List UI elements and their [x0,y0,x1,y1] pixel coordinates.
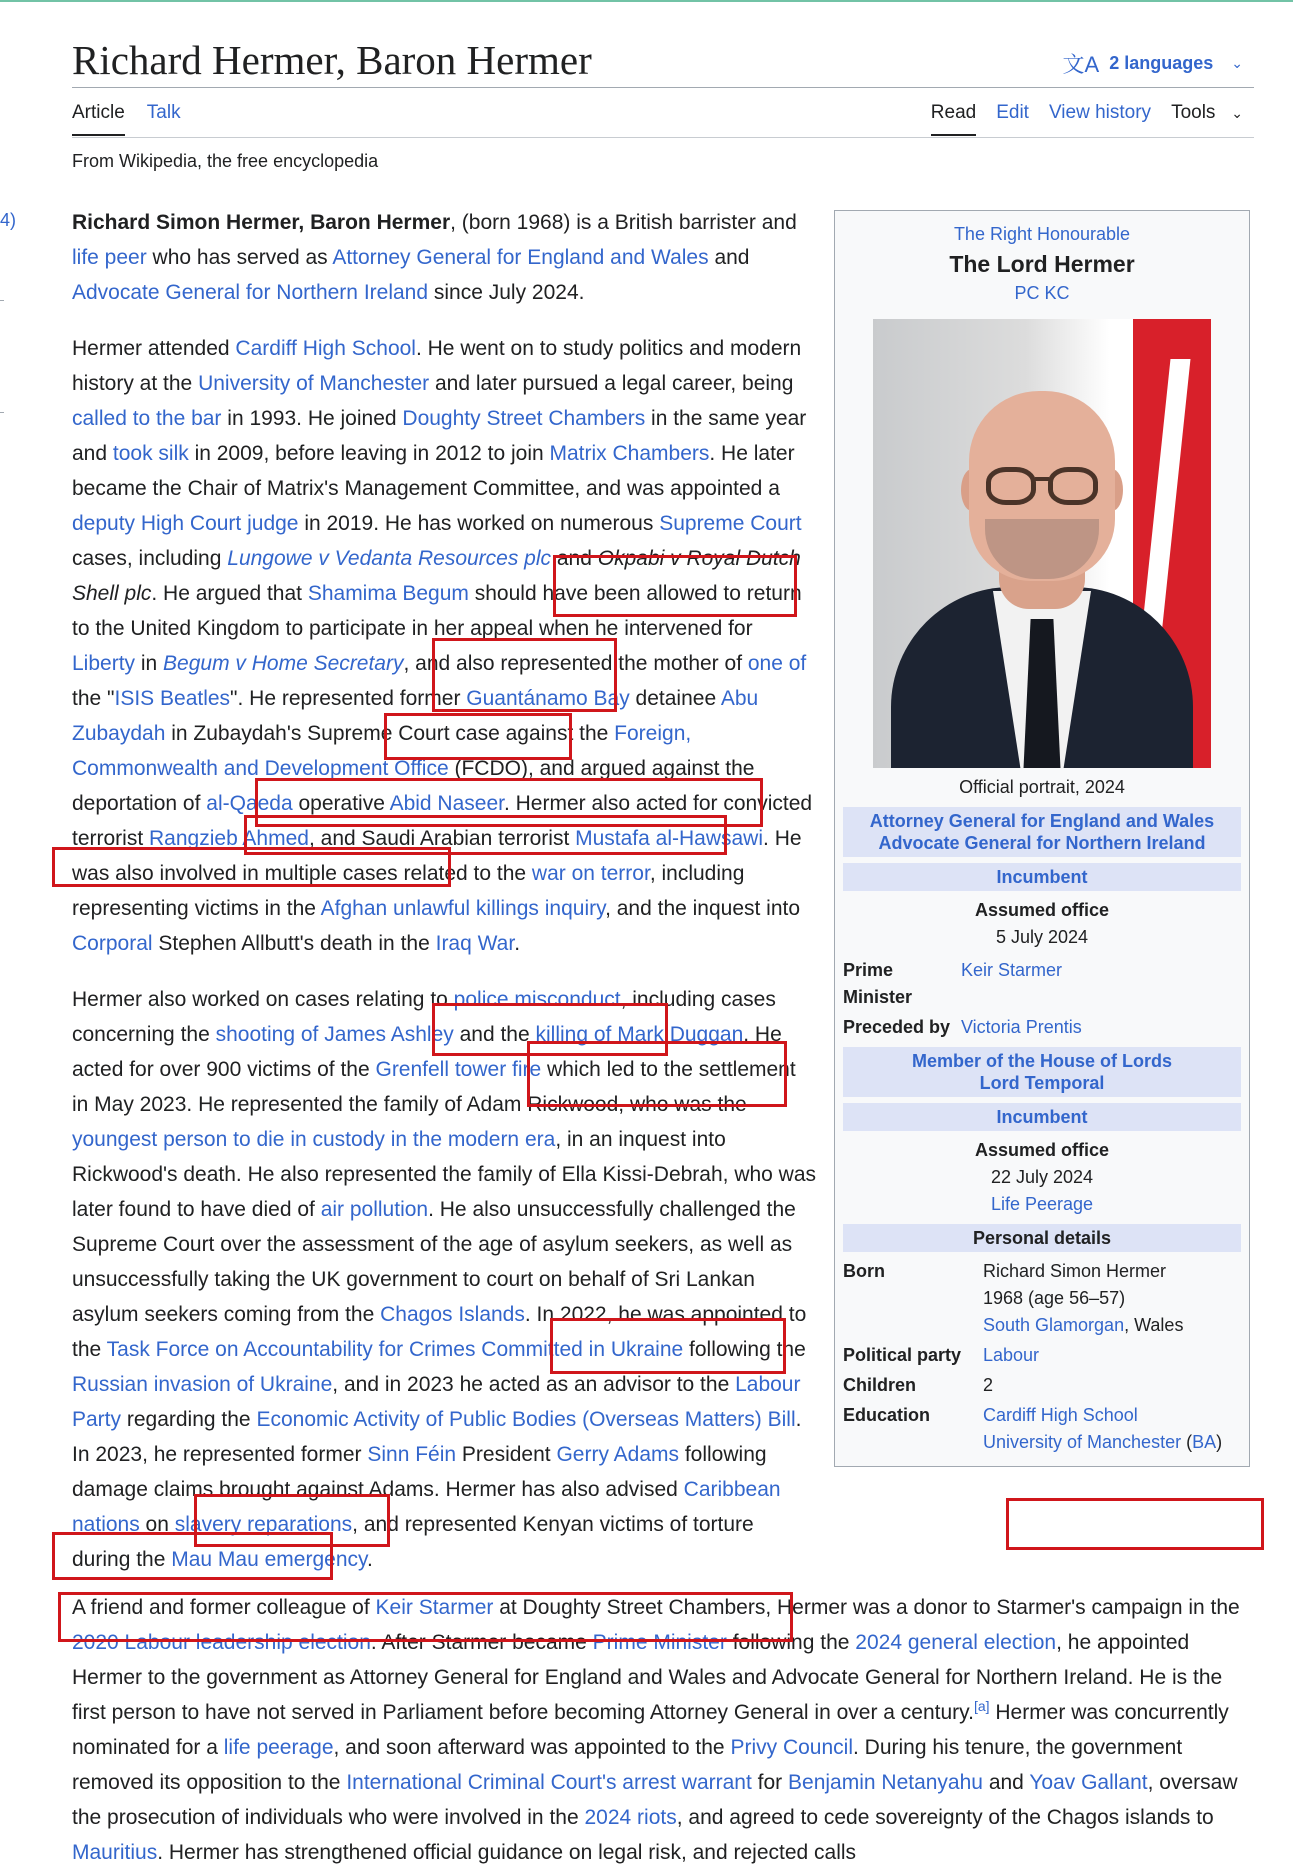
text: following the [683,1338,806,1361]
text: , including representing victims in the [72,862,745,920]
text: . He argued that [151,582,308,605]
link-caribbean-nations[interactable]: Caribbean nations [72,1478,781,1536]
link-task-force-ukraine[interactable]: Task Force on Accountability for Crimes Committed in Ukraine [106,1338,684,1361]
text: , and in 2023 he acted as an advisor to the [332,1373,736,1396]
link-mustafa-al-hawsawi[interactable]: Mustafa al-Hawsawi [575,827,764,850]
link-netanyahu[interactable]: Benjamin Netanyahu [788,1771,983,1794]
text: ( [1181,1432,1193,1452]
text: in [135,652,164,675]
page-title: Richard Hermer, Baron Hermer [72,37,592,83]
text: , and Saudi Arabian terrorist [308,827,576,850]
link-advocate-general[interactable]: Advocate General for Northern Ireland [72,281,429,304]
text: since July 2024. [428,281,585,304]
link-iraq-war[interactable]: Iraq War [435,932,515,955]
text: , and represented Kenyan victims of torture during the [72,1513,754,1571]
row-political-party [843,1342,1241,1369]
left-sidebar-edge [0,0,16,1870]
text: Hermer also worked on cases relating to [72,988,454,1011]
infobox [834,210,1250,1467]
chevron-down-icon: ⌄ [1231,105,1243,121]
link-matrix-chambers[interactable]: Matrix Chambers [549,442,710,465]
translate-icon: 文A [1062,52,1100,77]
article-body-continued [72,1590,1252,1870]
footnote-a[interactable]: [a] [973,1698,990,1714]
top-accent-line [0,0,1293,2]
row-value: 2 [983,1375,994,1395]
government-paragraph [72,1590,1252,1870]
link-victoria-prentis[interactable]: Victoria Prentis [961,1017,1082,1037]
link-isis-beatles[interactable]: ISIS Beatles [114,687,231,710]
tab-read[interactable]: Read [931,102,976,136]
incumbent-badge[interactable]: Incumbent [843,863,1241,891]
assumed-office-date: 5 July 2024 [995,927,1089,947]
sidebar-fragment[interactable]: 4) [0,210,17,230]
link-ba[interactable]: BA [1192,1432,1217,1452]
text: in 1993. He joined [221,407,403,430]
language-selector[interactable] [1063,48,1243,79]
row-children [843,1372,1241,1399]
link-prime-minister[interactable]: Prime Minister [592,1631,727,1654]
row-label: Education [843,1405,931,1425]
text: ". He represented former [230,687,467,710]
link-al-qaeda[interactable]: al-Qaeda [206,792,293,815]
view-tabs [931,102,1243,136]
link-grenfell[interactable]: Grenfell tower fire [375,1058,542,1081]
text: in 2009, before leaving in 2012 to join [188,442,550,465]
link-afghan-inquiry[interactable]: Afghan unlawful killings inquiry [320,897,606,920]
link-abid-naseer[interactable]: Abid Naseer [389,792,504,815]
born-name: Richard Simon Hermer [983,1261,1167,1281]
row-label: Prime Minister [843,960,913,1007]
text: detainee [629,687,721,710]
link-life-peerage-infobox[interactable]: Life Peerage [990,1194,1094,1214]
office-header-house-of-lords [843,1047,1241,1097]
text: operative [292,792,390,815]
link-air-pollution[interactable]: air pollution [320,1198,429,1221]
row-label: Political party [843,1345,962,1365]
row-value [983,1258,1241,1339]
assumed-office-date: 22 July 2024 [990,1167,1094,1187]
link-mauritius[interactable]: Mauritius [72,1841,158,1864]
row-born [843,1258,1241,1339]
link-2024-general-election[interactable]: 2024 general election [855,1631,1057,1654]
text: Hermer attended [72,337,236,360]
text: following the [726,1631,856,1654]
link-begum-v-home-secretary[interactable]: Begum v Home Secretary [163,652,404,675]
link-shamima-begum[interactable]: Shamima Begum [307,582,469,605]
assumed-office-label: Assumed office [974,900,1110,920]
text: . Hermer has strengthened official guidance on legal risk, and rejected calls [157,1841,857,1864]
subject-name: Richard Simon Hermer, Baron Hermer [72,211,451,234]
row-preceded-by [843,1014,1241,1041]
tab-talk[interactable]: Talk [146,102,181,123]
row-label: Preceded by [843,1017,951,1037]
link-chagos-islands[interactable]: Chagos Islands [380,1303,525,1326]
career-paragraph [72,331,817,961]
infobox-name: The Lord Hermer [949,251,1135,277]
office-header-attorney-general [843,807,1241,857]
link-doughty-street[interactable]: Doughty Street Chambers [402,407,646,430]
office-title[interactable]: Member of the House of Lords [911,1051,1172,1071]
link-russian-invasion[interactable]: Russian invasion of Ukraine [72,1373,333,1396]
link-icc-arrest-warrant[interactable]: International Criminal Court's arrest warrant [346,1771,752,1794]
link-south-glamorgan[interactable]: South Glamorgan [983,1315,1125,1335]
link-life-peer[interactable]: life peer [72,246,147,269]
link-supreme-court[interactable]: Supreme Court [659,512,802,535]
text: . He also unsuccessfully challenged the Supreme Court over the assessment of the age of asylum seekers, as well as unsuccessfully taking the UK government to court on behalf of Sri Lankan asylum seekers coming from the [72,1198,796,1326]
row-education [843,1402,1241,1456]
link-keir-starmer-infobox[interactable]: Keir Starmer [961,960,1063,980]
born-country: , Wales [1124,1315,1184,1335]
link-guantanamo-bay[interactable]: Guantánamo Bay [466,687,630,710]
link-took-silk[interactable]: took silk [112,442,189,465]
text: and [551,547,598,570]
link-privy-council[interactable]: Privy Council [730,1736,853,1759]
link-lungowe-v-vedanta[interactable]: Lungowe v Vedanta Resources plc [227,547,552,570]
link-economic-activity-bill[interactable]: Economic Activity of Public Bodies (Overseas Matters) Bill [256,1408,796,1431]
assumed-office [843,1137,1241,1218]
link-university-of-manchester[interactable]: University of Manchester [198,372,430,395]
link-yoav-gallant[interactable]: Yoav Gallant [1029,1771,1148,1794]
portrait-caption: Official portrait, 2024 [959,777,1125,797]
official-portrait[interactable] [873,319,1211,768]
link-war-on-terror[interactable]: war on terror [531,862,650,885]
link-fcdo[interactable]: Foreign, Commonwealth and Development Office [72,722,692,780]
text: cases, including [72,547,228,570]
text: (FCDO), and argued against the deportation of [72,757,755,815]
text: . He was also involved in multiple cases related to the [72,827,802,885]
link-police-misconduct[interactable]: police misconduct [453,988,621,1011]
case-okpabi: Okpabi v Royal Dutch Shell plc [72,547,801,605]
tools-menu[interactable] [1171,102,1243,134]
link-2020-leadership-election[interactable]: 2020 Labour leadership election [72,1631,371,1654]
text: President [456,1443,557,1466]
text: on [139,1513,175,1536]
annotation-box [1006,1498,1264,1550]
text: . In 2023, he represented former [72,1408,802,1466]
text: regarding the [121,1408,257,1431]
title-divider [72,87,1254,88]
text: , in an inquest into Rickwood's death. He also represented the family of Ella Kissi-Debrah, who was later found to have died of [72,1128,817,1221]
text: , and soon afterward was appointed to the [333,1736,731,1759]
language-count: 2 languages [1109,53,1214,73]
text: , and the inquest into [605,897,801,920]
link-keir-starmer[interactable]: Keir Starmer [375,1596,494,1619]
link-university-of-manchester-infobox[interactable]: University of Manchester [983,1432,1182,1452]
link-abu-zubaydah[interactable]: Abu Zubaydah [72,687,759,745]
office-title[interactable]: Lord Temporal [979,1073,1105,1093]
link-rangzieb-ahmed[interactable]: Rangzieb Ahmed [149,827,309,850]
text: who has served as [146,246,333,269]
sidebar-tick [0,412,4,413]
row-value [983,1402,1241,1456]
text: , including cases concerning the [72,988,776,1046]
office-title[interactable]: Attorney General for England and Wales [869,811,1215,831]
tools-label: Tools [1171,102,1216,123]
text: Hermer was concurrently nominated for a [72,1701,1229,1759]
row-label: Born [843,1261,885,1281]
personal-details-header: Personal details [843,1224,1241,1252]
text: . Hermer also acted for convicted terrorist [72,792,813,850]
text: . During his tenure, the government removed its opposition to the [72,1736,1183,1794]
link-james-ashley[interactable]: shooting of James Ashley [215,1023,454,1046]
text: , and also represented the mother of [403,652,748,675]
text: . [514,932,521,955]
tabs-divider [72,137,1254,138]
link-liberty[interactable]: Liberty [72,652,136,675]
text: following damage claims brought against Adams. Hermer has also advised [72,1443,767,1501]
link-gerry-adams[interactable]: Gerry Adams [556,1443,679,1466]
assumed-office-label: Assumed office [974,1140,1110,1160]
office-title[interactable]: Advocate General for Northern Ireland [878,833,1206,853]
tab-article[interactable]: Article [72,102,125,136]
assumed-office [843,897,1241,951]
row-label: Children [843,1375,917,1395]
incumbent-badge[interactable]: Incumbent [843,1103,1241,1131]
infobox-postnominal[interactable]: PC KC [1014,283,1070,303]
text: , and agreed to cede sovereignty of the Chagos islands to [676,1806,1214,1829]
link-attorney-general[interactable]: Attorney General for England and Wales [332,246,709,269]
text: and [982,1771,1030,1794]
link-labour[interactable]: Labour [983,1345,1040,1365]
link-slavery-reparations[interactable]: slavery reparations [174,1513,353,1536]
link-mark-duggan[interactable]: killing of Mark Duggan [535,1023,744,1046]
link-cardiff-high-school[interactable]: Cardiff High School [235,337,416,360]
text: . [366,1548,373,1571]
text: which led to the settlement in May 2023. He represented the family of Adam Rickwood, who was the [72,1058,796,1116]
text: . In 2022, he was appointed to the [72,1303,807,1361]
namespace-tabs [72,102,181,136]
text: in 2019. He has worked on numerous [298,512,660,535]
text: for [751,1771,789,1794]
text: and [708,246,750,269]
link-called-to-the-bar[interactable]: called to the bar [72,407,222,430]
portrait-glasses-bridge [1035,477,1049,481]
text: the " [72,687,115,710]
text: . He went on to study politics and modern history at the [72,337,802,395]
link-deputy-high-court-judge[interactable]: deputy High Court judge [72,512,299,535]
text: . He acted for over 900 victims of the [72,1023,782,1081]
text: ) [1216,1432,1223,1452]
text: , oversaw the prosecution of individuals who were involved in the [72,1771,1238,1829]
text: Stephen Allbutt's death in the [152,932,436,955]
link-life-peerage[interactable]: life peerage [223,1736,334,1759]
article-body-lead [72,205,817,1598]
link-one-of[interactable]: one of [747,652,807,675]
link-labour-party[interactable]: Labour Party [72,1373,801,1431]
text: , (born 1968) is a British barrister and [450,211,797,234]
link-mau-mau[interactable]: Mau Mau emergency [171,1548,367,1571]
link-corporal[interactable]: Corporal [72,932,153,955]
text: and later pursued a legal career, being [429,372,794,395]
text: . He later became the Chair of Matrix's Management Committee, and was appointed a [72,442,795,500]
infobox-honorific[interactable]: The Right Honourable [953,224,1131,244]
link-sinn-fein[interactable]: Sinn Féin [367,1443,457,1466]
link-youngest-in-custody[interactable]: youngest person to die in custody in the modern era [72,1128,556,1151]
intro-paragraph [72,205,817,310]
sidebar-tick [0,300,4,301]
text: and the [453,1023,536,1046]
row-prime-minister [843,957,1241,1011]
site-tagline: From Wikipedia, the free encyclopedia [72,151,379,171]
portrait-glasses-right [1048,467,1098,505]
tab-view-history[interactable]: View history [1048,102,1152,123]
chevron-down-icon: ⌄ [1231,55,1243,71]
portrait-glasses-left [986,467,1036,505]
text: should have been allowed to return to the United Kingdom to participate in her appeal when he intervened for [72,582,802,640]
tab-edit[interactable]: Edit [996,102,1029,123]
born-year: 1968 (age 56–57) [983,1288,1126,1308]
cases-paragraph [72,982,817,1577]
link-cardiff-high-school-infobox[interactable]: Cardiff High School [983,1405,1138,1425]
text: at Doughty Street Chambers, Hermer was a donor to Starmer's campaign in the [493,1596,1240,1619]
text: . After Starmer became [370,1631,593,1654]
text: , he appointed Hermer to the government as Attorney General for England and Wales and Advocate General for Northern Ireland. He is the first person to have not served in Parliament before becoming Attorney General in over a century. [72,1631,1223,1724]
text: in the same year and [72,407,807,465]
link-2024-riots[interactable]: 2024 riots [584,1806,677,1829]
text: in Zubaydah's Supreme Court case against the [165,722,615,745]
text: A friend and former colleague of [72,1596,376,1619]
